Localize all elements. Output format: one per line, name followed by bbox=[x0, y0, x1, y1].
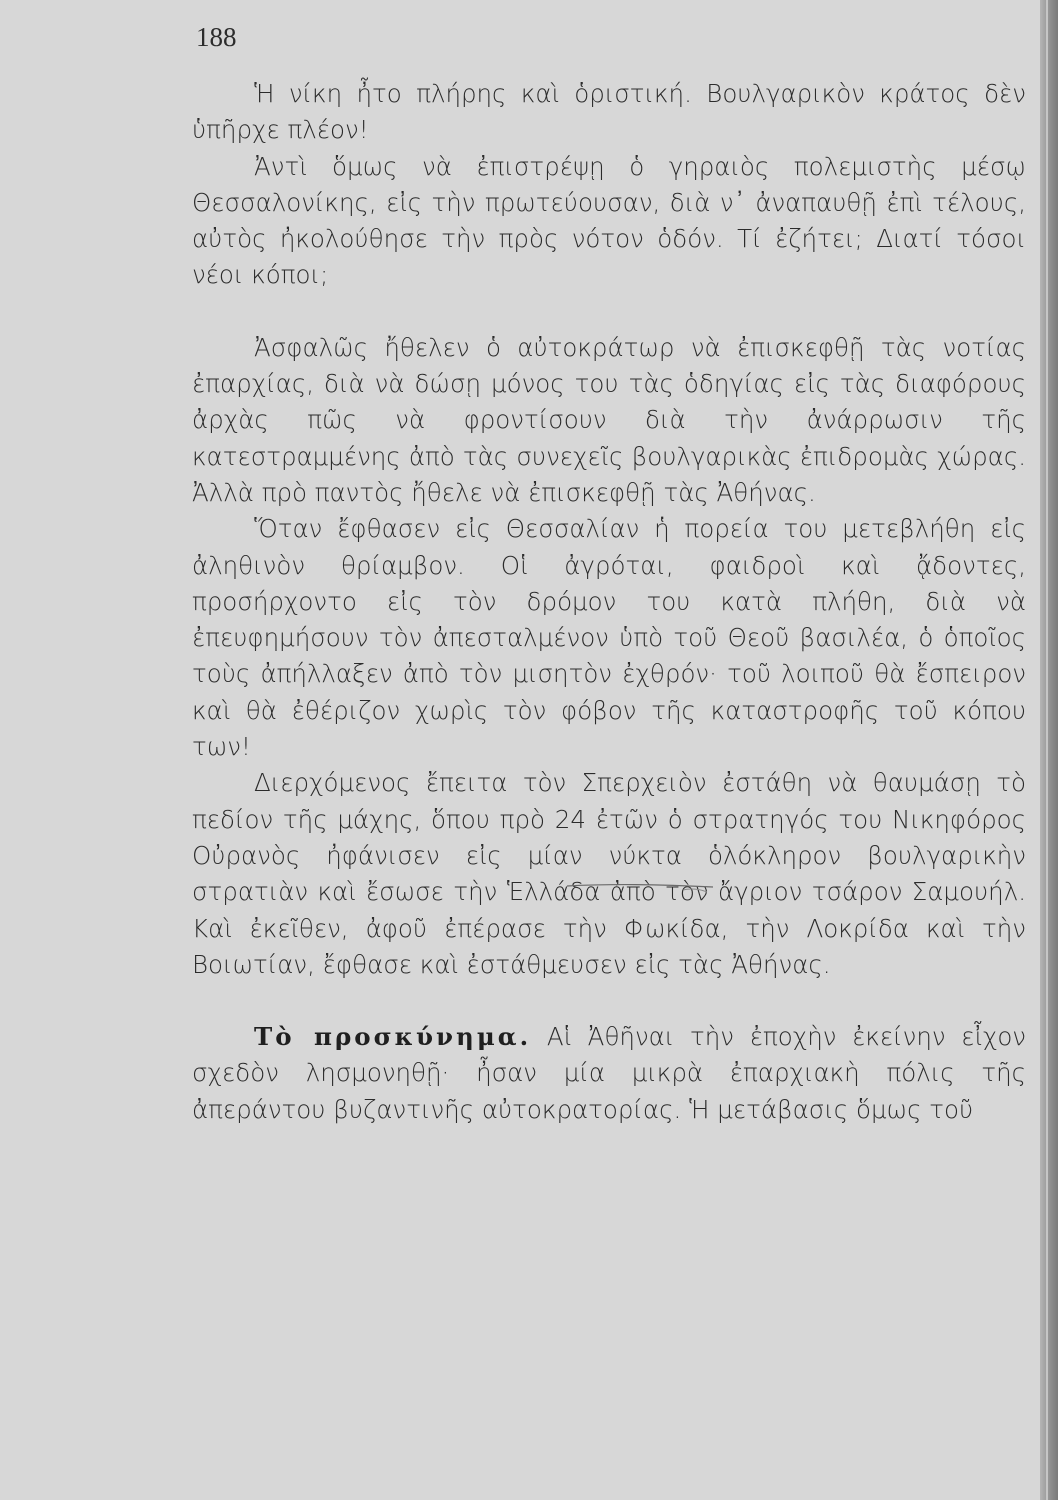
paragraph-3: Ἀσφαλῶς ἤθελεν ὁ αὐτοκράτωρ νὰ ἐπισκεφθῇ τὰς νοτίας ἐπαρχίας, διὰ νὰ δώσῃ μόνος του τὰς ὁδηγίας εἰς τὰς διαφόρους ἀρχὰς πῶς νὰ φροντίσουν διὰ τὴν ἀνάρρωσιν τῆς κατεστραμμένης ἀπὸ τὰς συνεχεῖς βουλγαρικὰς ἐπιδρομὰς χώρας. Ἀλλὰ πρὸ παντὸς ἤθελε νὰ ἐπισκεφθῇ τὰς Ἀθήνας. bbox=[192, 332, 1026, 507]
section-paragraph bbox=[192, 1019, 1026, 1128]
page-edge-line bbox=[1046, 0, 1048, 1500]
paragraph-5: Διερχόμενος ἔπειτα τὸν Σπερχειὸν ἐστάθη νὰ θαυμάσῃ τὸ πεδίον τῆς μάχης, ὅπου πρὸ 24 ἐτῶν ὁ στρατηγός του Νικηφόρος Οὐρανὸς ἠφάνισεν εἰς μίαν νύκτα ὁλόκληρον βουλγαρικὴν στρατιὰν καὶ ἔσωσε τὴν Ἑλλάδα ἀπὸ τὸν ἄγριον τσάρον Σαμουήλ. Καὶ ἐκεῖθεν, ἀφοῦ ἐπέρασε τὴν Φωκίδα, τὴν Λοκρίδα καὶ τὴν Βοιωτίαν, ἔφθασε καὶ ἐστάθμευσεν εἰς τὰς Ἀθήνας. bbox=[192, 768, 1026, 979]
page-number: 188 bbox=[196, 22, 237, 52]
paragraph-1: Ἡ νίκη ἦτο πλήρης καὶ ὁριστική. Βουλγαρικὸν κράτος δὲν ὑπῆρχε πλέον! bbox=[192, 79, 1026, 145]
section-gap bbox=[192, 983, 1026, 1019]
page-edge bbox=[1040, 0, 1058, 1500]
paragraph-gap bbox=[192, 294, 1026, 330]
section-heading: Τὸ προσκύνημα. bbox=[254, 1022, 532, 1052]
paragraph-2: Ἀντὶ ὅμως νὰ ἐπιστρέψῃ ὁ γηραιὸς πολεμιστὴς μέσῳ Θεσσαλονίκης, εἰς τὴν πρωτεύουσαν, διὰ ν᾿ ἀναπαυθῇ ἐπὶ τέλους, αὐτὸς ἠκολούθησε τὴν πρὸς νότον ὁδόν. Τί ἐζήτει; Διατί τόσοι νέοι κόποι; bbox=[192, 151, 1026, 290]
paragraph-4: Ὅταν ἔφθασεν εἰς Θεσσαλίαν ἡ πορεία του μετεβλήθη εἰς ἀληθινὸν θρίαμβον. Οἱ ἀγρόται, φαιδροὶ καὶ ᾄδοντες, προσήρχοντο εἰς τὸν δρόμον του κατὰ πλήθη, διὰ νὰ ἐπευφημήσουν τὸν ἀπεσταλμένον ὑπὸ τοῦ Θεοῦ βασιλέα, ὁ ὁποῖος τοὺς ἀπήλλαξεν ἀπὸ τὸν μισητὸν ἐχθρόν· τοῦ λοιποῦ θὰ ἔσπειρον καὶ θὰ ἐθέριζον χωρὶς τὸν φόβον τῆς καταστροφῆς τοῦ κόπου των! bbox=[192, 514, 1026, 762]
section-text: Αἱ Ἀθῆναι τὴν ἐποχὴν ἐκείνην εἶχον σχεδὸν λησμονηθῇ· ἦσαν μία μικρὰ ἐπαρχιακὴ πόλις τῆς ἀπεράντου βυζαντινῆς αὐτοκρατορίας. Ἡ μετάβασις ὅμως τοῦ bbox=[192, 1022, 1026, 1124]
page-body bbox=[192, 76, 1026, 1128]
